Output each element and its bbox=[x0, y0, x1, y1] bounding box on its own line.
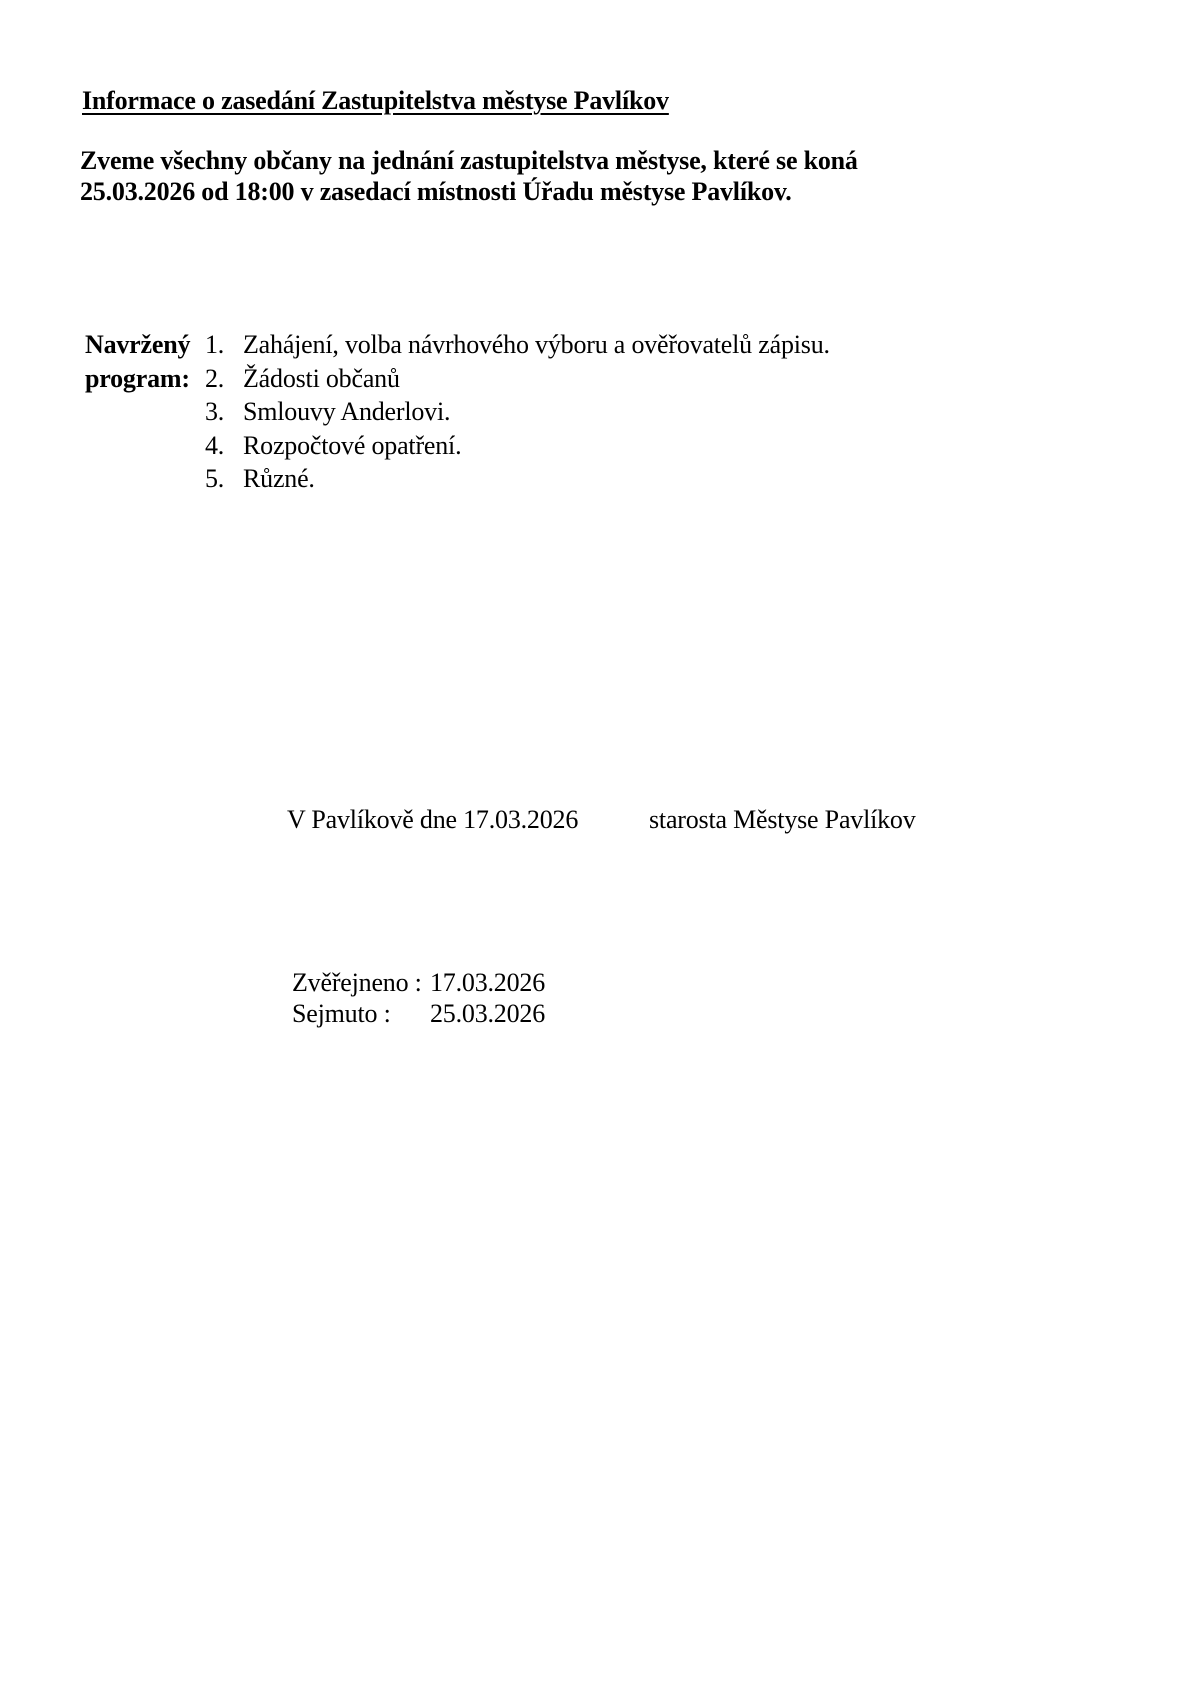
program-item-2 bbox=[205, 362, 830, 396]
removed-date: 25.03.2026 bbox=[430, 999, 546, 1028]
removed-row bbox=[292, 998, 545, 1029]
program-label bbox=[85, 328, 190, 395]
program-item-1 bbox=[205, 328, 830, 362]
invitation-paragraph bbox=[80, 145, 858, 207]
document-title: Informace o zasedání Zastupitelstva městyse Pavlíkov bbox=[82, 86, 669, 115]
program-item-number: 5. bbox=[205, 464, 225, 493]
published-label: Zvěřejneno : bbox=[292, 968, 422, 997]
program-item-text: Různé. bbox=[243, 464, 315, 493]
signer-title: starosta Městyse Pavlíkov bbox=[649, 805, 916, 834]
published-date: 17.03.2026 bbox=[430, 968, 546, 997]
invitation-line-2: 25.03.2026 od 18:00 v zasedací místnosti Úřadu městyse Pavlíkov. bbox=[80, 177, 792, 206]
place-and-date: V Pavlíkově dne 17.03.2026 bbox=[287, 805, 579, 834]
invitation-line-1: Zveme všechny občany na jednání zastupitelstva městyse, které se koná bbox=[80, 146, 858, 175]
program-item-text: Zahájení, volba návrhového výboru a ověřovatelů zápisu. bbox=[243, 330, 830, 359]
removed-label: Sejmuto : bbox=[292, 999, 391, 1028]
program-item-number: 1. bbox=[205, 330, 225, 359]
publication-block bbox=[292, 967, 545, 1029]
program-item-text: Žádosti občanů bbox=[243, 363, 400, 393]
program-item-3 bbox=[205, 395, 830, 429]
program-item-4 bbox=[205, 429, 830, 463]
program-label-line-2: program: bbox=[85, 363, 190, 393]
program-item-5 bbox=[205, 462, 830, 496]
program-item-number: 4. bbox=[205, 430, 225, 460]
program-item-number: 2. bbox=[205, 363, 225, 393]
program-item-text: Rozpočtové opatření. bbox=[243, 430, 462, 460]
program-label-line-1: Navržený bbox=[85, 330, 191, 359]
program-item-text: Smlouvy Anderlovi. bbox=[243, 397, 451, 426]
published-row bbox=[292, 967, 545, 998]
program-list bbox=[205, 328, 830, 496]
program-item-number: 3. bbox=[205, 397, 225, 426]
